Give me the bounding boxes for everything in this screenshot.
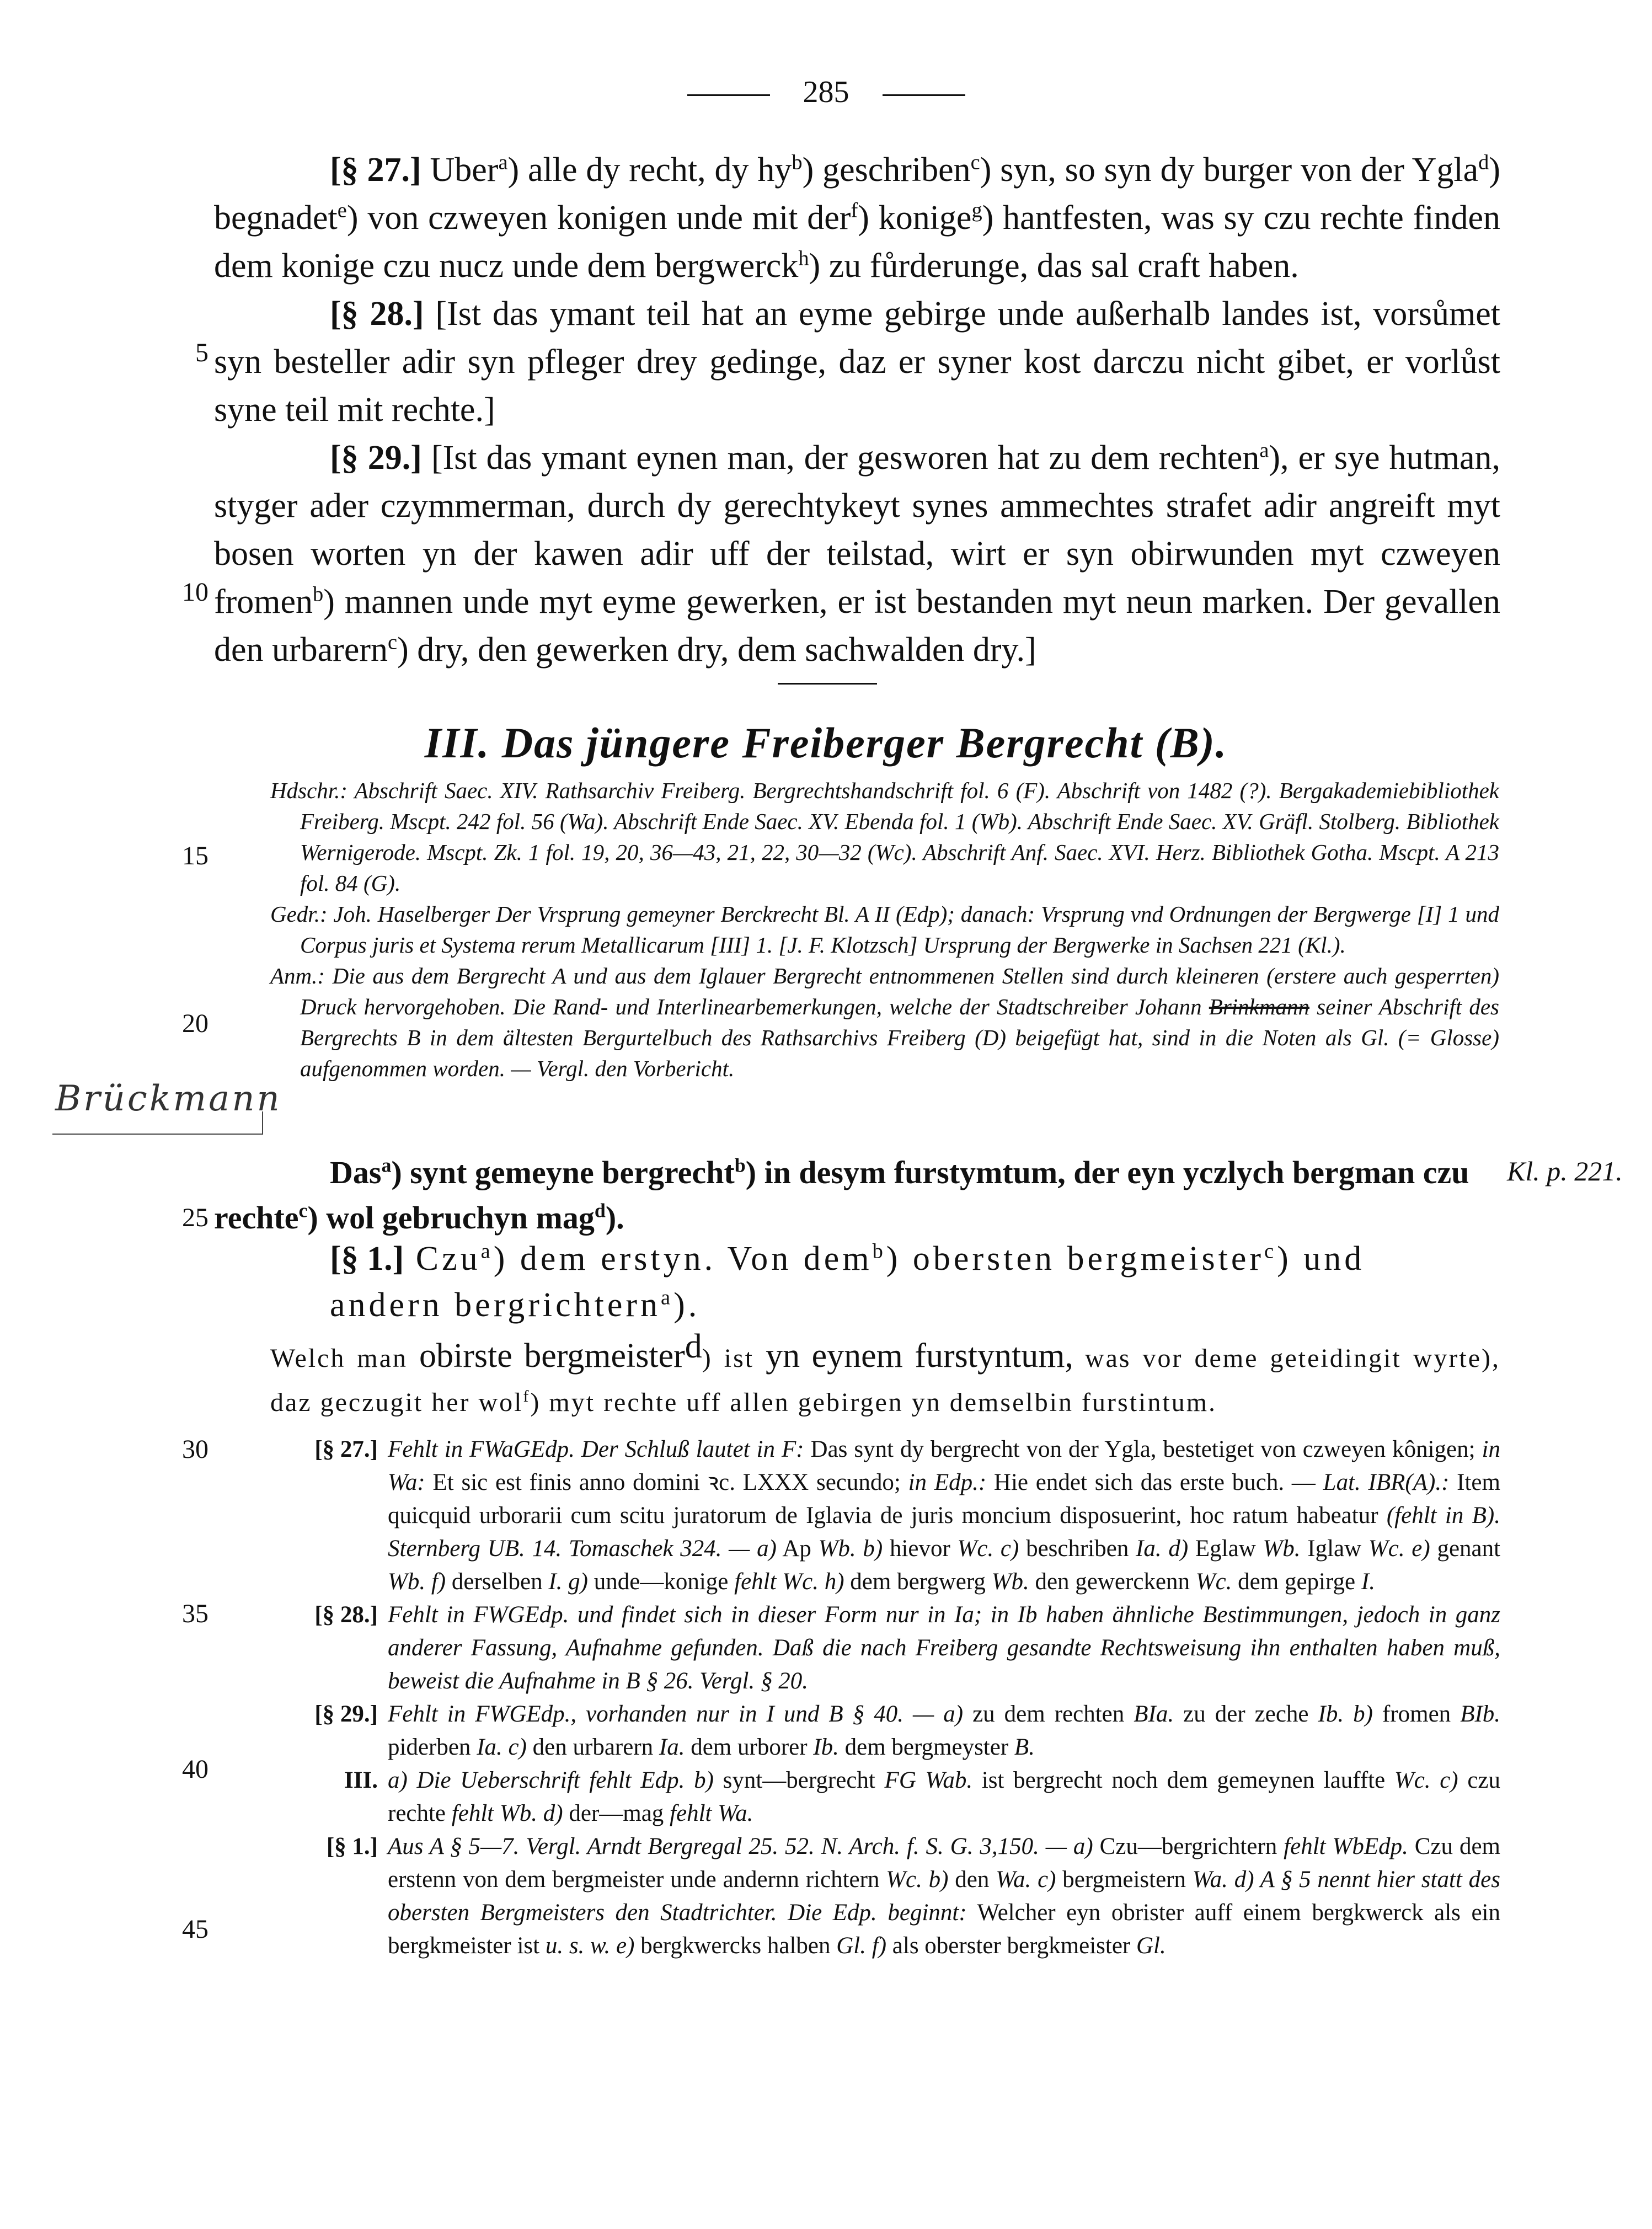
- section-1-heading: [330, 1236, 1488, 1328]
- welch-b-sup: d: [685, 1328, 702, 1365]
- header-rule-left: [687, 94, 770, 96]
- section-27: [214, 146, 1500, 290]
- header-rule-right: [883, 94, 965, 96]
- line-number: 5: [195, 338, 208, 367]
- chapter-title: III. Das jüngere Freiberger Bergrecht (B).: [424, 719, 1228, 767]
- line-number: 35: [182, 1599, 208, 1628]
- opening-heading: [214, 1150, 1500, 1241]
- line-number: 10: [182, 578, 208, 607]
- footnote: [279, 1698, 1500, 1764]
- page-number: 285: [803, 75, 849, 109]
- section-text: Uber$^a$) alle dy recht, dy $hy^b$) geschriben$^c$) syn, so syn dy burger von der Ygla$^d$) begnadet$^e$) von czweyen konigen unde mit der$^f$) konige$^g$) hantfesten, was sy czu rechte finden dem konige czu nucz unde dem bergwerck$^h$) zu fůrderunge, das sal craft haben.: [214, 151, 1501, 285]
- welch-d: yn eynem furstyntum,: [766, 1337, 1073, 1375]
- footnote: [279, 1433, 1500, 1599]
- opening-text: Das$^a$) synt gemeyne bergrecht$^b$) in desym furstymtum, der eyn yczlych bergman czu rechte$^c$) wol gebruchyn mag$^d$).: [214, 1154, 1469, 1236]
- section-divider: [778, 683, 877, 685]
- footnote-label: [§ 1.]: [326, 1834, 378, 1859]
- line-number: 45: [182, 1915, 208, 1944]
- line-number: 30: [182, 1435, 208, 1464]
- line-number: 15: [182, 841, 208, 870]
- footnote-label: [§ 28.]: [314, 1602, 378, 1628]
- footnote-text: a) Die Ueberschrift fehlt Edp. b) synt—bergrecht FG Wab. ist bergrecht noch dem gemeynen lauffte Wc. c) czu rechte fehlt Wb. d) der—mag fehlt Wa.: [388, 1767, 1500, 1826]
- struck-name: Brinkmann: [1209, 994, 1309, 1019]
- welch-c: ) ist: [702, 1344, 766, 1373]
- top-sections: [214, 146, 1500, 674]
- line-number: 25: [182, 1203, 208, 1232]
- section-text: [Ist das ymant eynen man, der gesworen hat zu dem rechten$^a$), er sye hutman, styger ader czymmerman, durch dy gerechtykeyt synes ammechtes strafet adir angreift myt bosen worten yn der kawen adir uff der teilstad, wirt er syn obirwunden myt czweyen fromen$^b$) mannen unde myt eyme gewerken, er ist bestanden myt neun marken. Der gevallen den urbarern$^c$) dry, den gewerken dry, dem sachwalden dry.]: [214, 439, 1501, 669]
- footnote-text: Aus A § 5—7. Vergl. Arndt Bergregal 25. 52. N. Arch. f. S. G. 3,150. — a) Czu—bergrichtern fehlt WbEdp. Czu dem erstenn von dem bergmeister unde andernn richtern Wc. b) den Wa. c) bergmeistern Wa. d) A § 5 nennt hier statt des obersten Bergmeisters den Stadtrichter. Die Edp. beginnt: Welcher eyn obrister auff einem bergkwerck als ein bergkmeister ist u. s. w. e) bergkwercks halben Gl. f) als oberster bergkmeister Gl.: [388, 1834, 1500, 1959]
- footnote-label: III.: [344, 1767, 378, 1793]
- section-text: [Ist das ymant teil hat an eyme gebirge unde außerhalb landes ist, vorsůmet syn besteller adir syn pfleger drey gedinge, daz er syner kost darczu nicht gibet, er vorlůst syne teil mit rechte.]: [214, 295, 1501, 429]
- footnote-label: [§ 27.]: [314, 1436, 378, 1462]
- footnote-text: Fehlt in FWaGEdp. Der Schluß lautet in F: Das synt dy bergrecht von der Ygla, bestetiget von czweyen kônigen; in Wa: Et sic est finis anno domini ꝛc. LXXX secundo; in Edp.: Hie endet sich das erste buch. — Lat. IBR(A).: Item quicquid urborarii cum scitu juratorum de Iglavia de juris moncium disposuerint, hoc ratum habeatur (fehlt in B). Sternberg UB. 14. Tomaschek 324. — a) Ap Wb. b) hievor Wc. c) beschriben Ia. d) Eglaw Wb. Iglaw Wc. e) genant Wb. f) derselben I. g) unde—konige fehlt Wc. h) dem bergwerg Wb. den gewerckenn Wc. dem gepirge I.: [388, 1436, 1501, 1595]
- section-28: [214, 290, 1500, 434]
- anm-note: [270, 960, 1499, 1084]
- manuscript-notes: [270, 775, 1499, 1084]
- footnote-label: [§ 29.]: [314, 1701, 378, 1727]
- welch-f: ) myt rechte uff allen gebirgen yn demselbin furstintum.: [530, 1388, 1217, 1417]
- welch-e: was vor deme geteidingit wyrte), daz geczugit her wol: [270, 1344, 1500, 1417]
- handwritten-margin-note: Brückmann: [55, 1078, 282, 1119]
- margin-reference: Kl. p. 221.: [1507, 1156, 1623, 1186]
- line-number: 20: [182, 1009, 208, 1038]
- footnote: [279, 1599, 1500, 1698]
- welch-a: Welch man: [270, 1344, 420, 1373]
- page-header: [0, 74, 1652, 110]
- footnote: [279, 1830, 1500, 1963]
- anm-text-a: Anm.: Die aus dem Bergrecht A und aus dem Iglauer Bergrecht entnommenen Stellen sind durch kleineren (erstere auch gesperrten) Druck hervorgehoben. Die Rand- und Interlinearbemerkungen, welche der Stadtschreiber Johann: [270, 963, 1499, 1019]
- footnote-text: Fehlt in FWGEdp. und findet sich in dieser Form nur in Ia; in Ib haben ähnliche Bestimmungen, jedoch in ganz anderer Fassung, Aufnahme gefunden. Daß die nach Freiberg gesandte Rechtsweisung ihn enthalten haben muß, beweist die Aufnahme in B § 26. Vergl. § 20.: [388, 1602, 1500, 1694]
- footnote: [279, 1764, 1500, 1830]
- section-label: [§ 28.]: [330, 295, 424, 333]
- gedr-note: Gedr.: Joh. Haselberger Der Vrsprung gemeyner Berckrecht Bl. A II (Edp); danach: Vrsprung vnd Ordnungen der Bergwerge [I] 1 und Corpus juris et Systema rerum Metallicarum [III] 1. [J. F. Klotzsch] Ursprung der Bergwerke in Sachsen 221 (Kl.).: [270, 901, 1499, 958]
- section-label: [§ 29.]: [330, 439, 422, 477]
- handwritten-bracket: [52, 1111, 263, 1135]
- line-number: 40: [182, 1755, 208, 1784]
- section-label: [§ 1.]: [330, 1240, 404, 1277]
- section-29: [214, 434, 1500, 674]
- section-1-text: [270, 1328, 1500, 1425]
- welch-b: obirste bergmeister: [419, 1337, 685, 1375]
- section-label: [§ 27.]: [330, 151, 421, 189]
- anm-text-b: seiner Abschrift des Bergrechts B in dem ältesten Bergurtelbuch des Rathsarchivs Freiberg (D) beigefügt hat, sind in die Noten als Gl. (= Glosse) aufgenommen worden. — Vergl. den Vorbericht.: [300, 994, 1500, 1081]
- footnote-text: Fehlt in FWGEdp., vorhanden nur in I und B § 40. — a) zu dem rechten BIa. zu der zeche Ib. b) fromen BIb. piderben Ia. c) den urbarern Ia. dem urborer Ib. dem bergmeyster B.: [388, 1701, 1501, 1760]
- section-1-title: Czu$^a$) dem erstyn. Von dem$^b$) obersten bergmeister$^c$) und andern bergrichtern$^a$).: [330, 1239, 1365, 1324]
- hdschr-note: Hdschr.: Abschrift Saec. XIV. Rathsarchiv Freiberg. Bergrechtshandschrift fol. 6 (F). Abschrift von 1482 (?). Bergakademiebibliothek Freiberg. Mscpt. 242 fol. 56 (Wa). Abschrift Ende Saec. XV. Ebenda fol. 1 (Wb). Abschrift Ende Saec. XV. Gräfl. Stolberg. Bibliothek Wernigerode. Mscpt. Zk. 1 fol. 19, 20, 36—43, 21, 22, 30—32 (Wc). Abschrift Anf. Saec. XVI. Herz. Bibliothek Gotha. Mscpt. A 213 fol. 84 (G).: [270, 778, 1499, 896]
- welch-e-sup: f: [523, 1387, 531, 1405]
- footnotes: [279, 1433, 1500, 1963]
